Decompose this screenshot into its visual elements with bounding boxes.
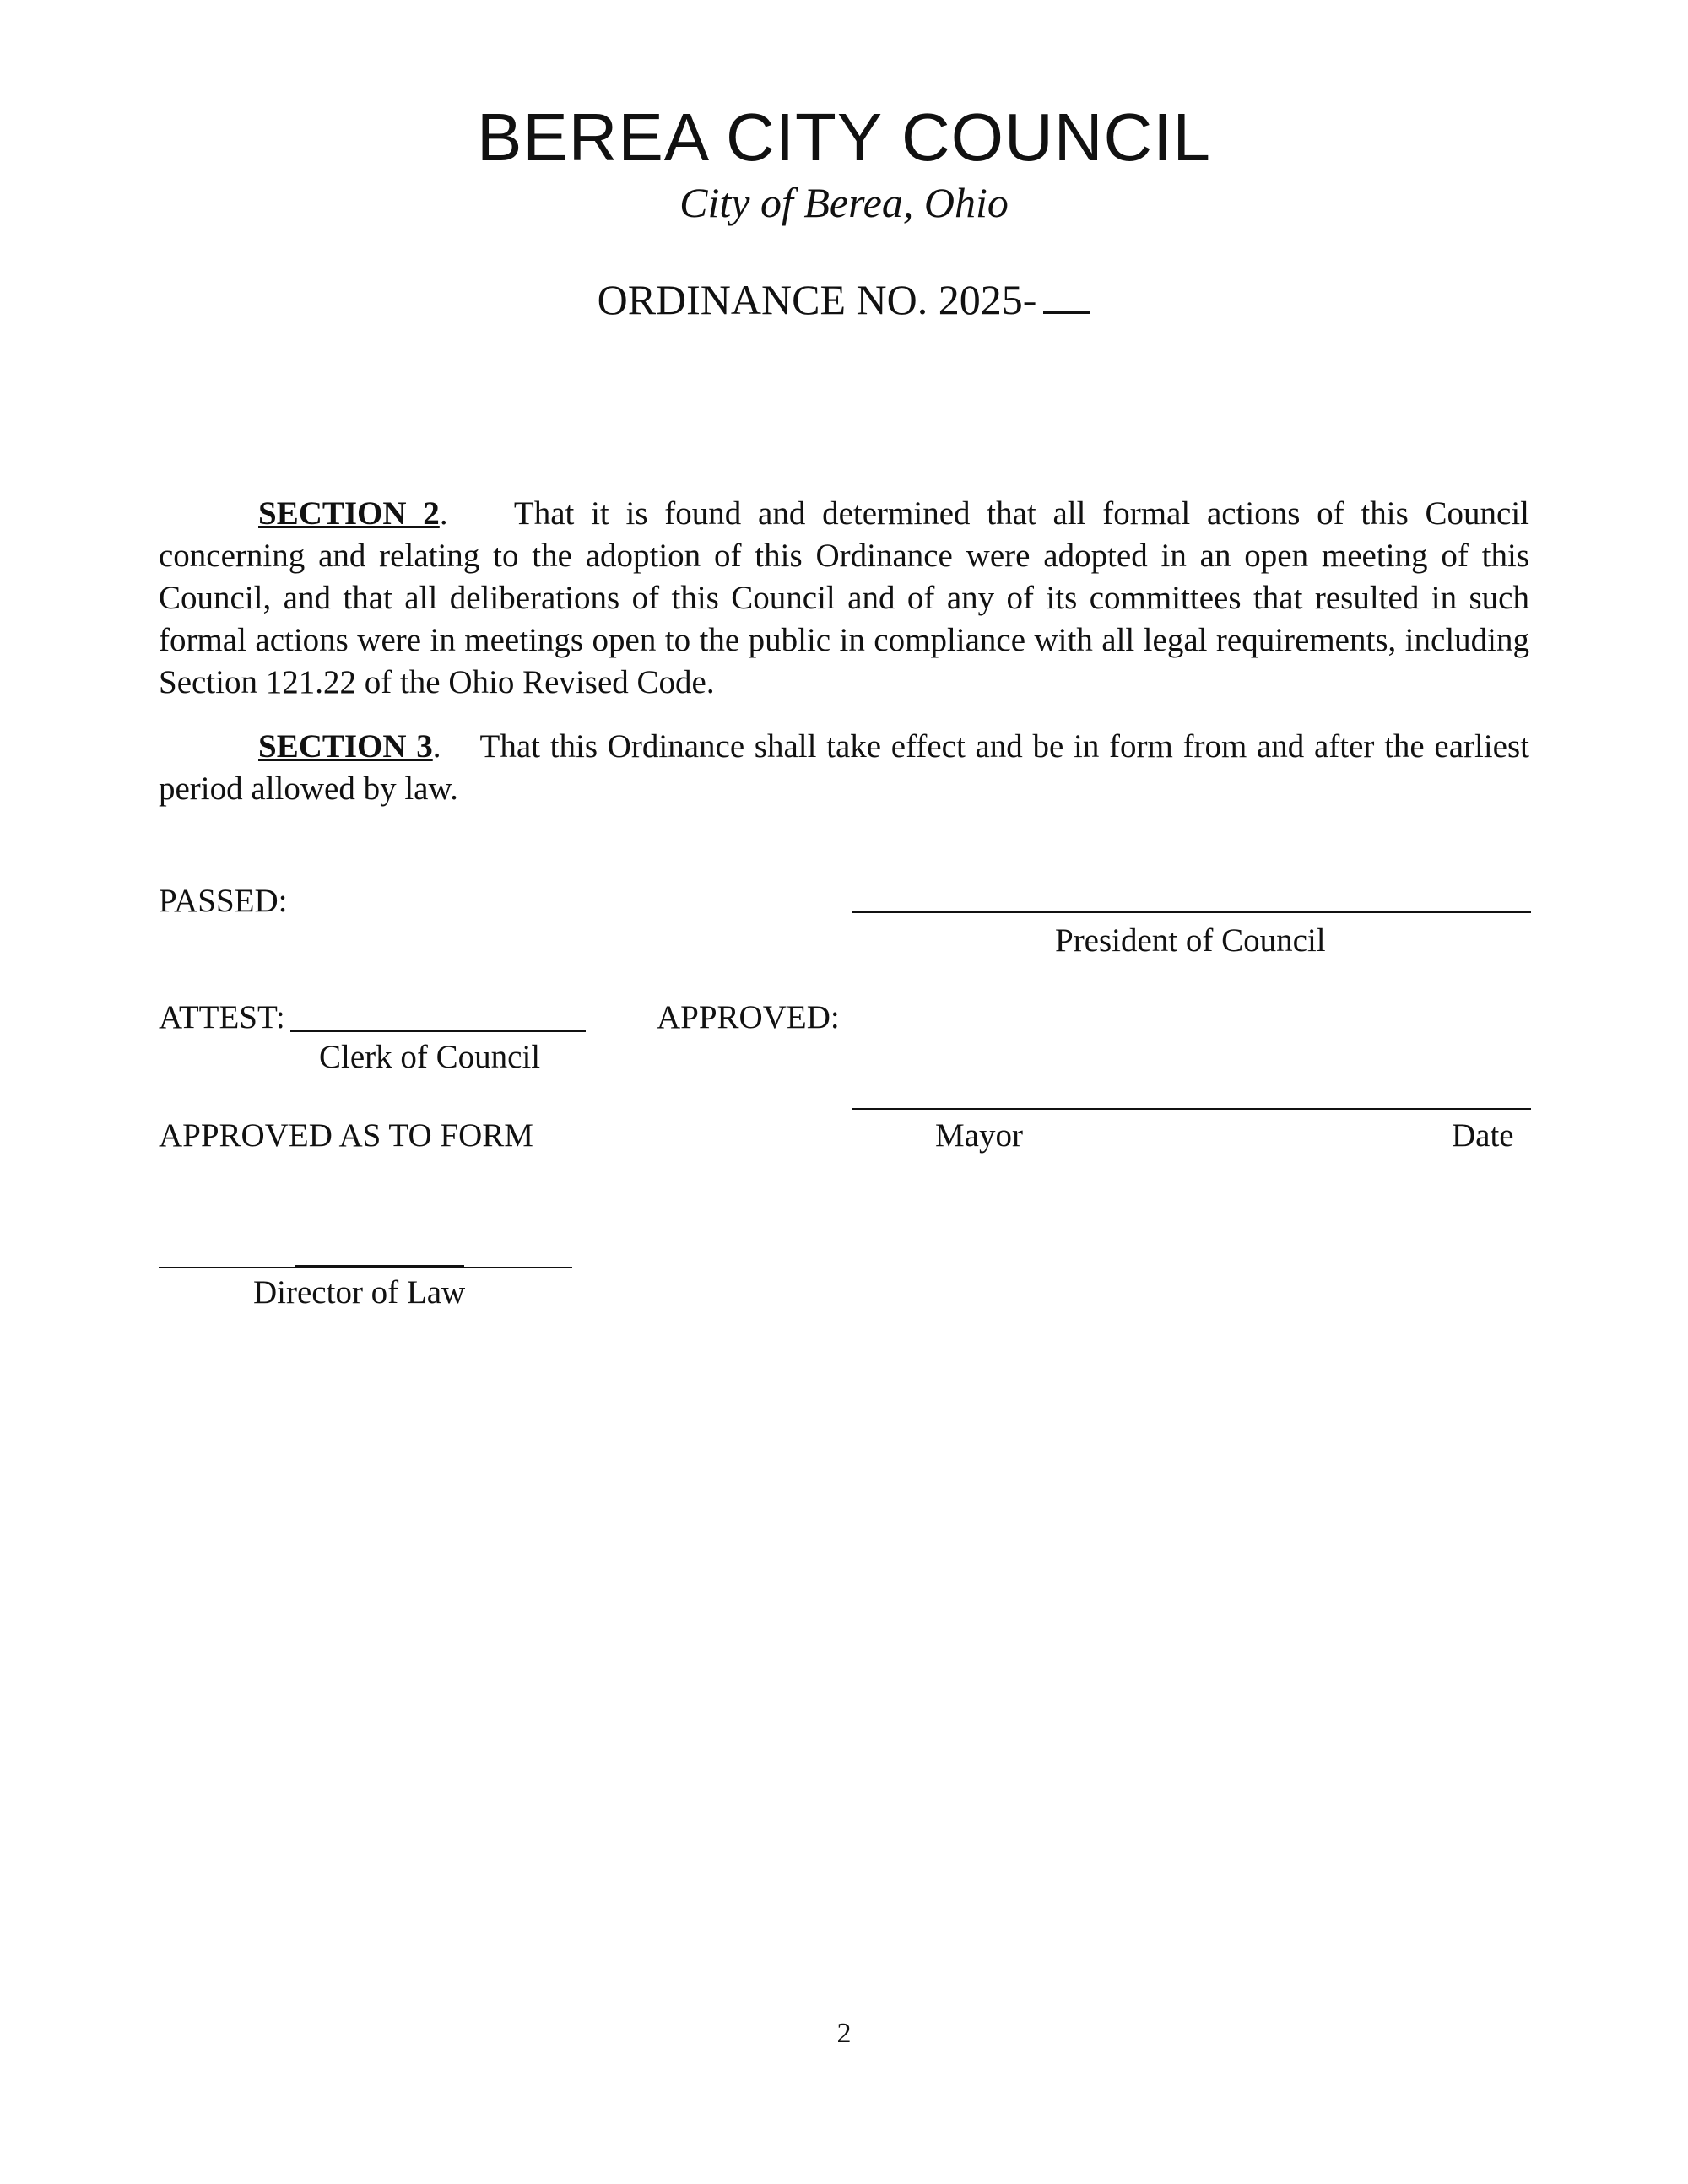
passed-label: PASSED: bbox=[159, 883, 288, 919]
section-2-period: . bbox=[439, 495, 448, 532]
page-number: 2 bbox=[836, 2018, 852, 2049]
ordinance-label: ORDINANCE NO. 2025- bbox=[597, 276, 1037, 323]
ordinance-number bbox=[0, 274, 1688, 325]
approved-label: APPROVED: bbox=[657, 999, 840, 1035]
clerk-label: Clerk of Council bbox=[319, 1039, 541, 1075]
ordinance-number-blank bbox=[1043, 278, 1090, 314]
council-title: BEREA CITY COUNCIL bbox=[476, 100, 1212, 175]
city-subtitle: City of Berea, Ohio bbox=[679, 179, 1009, 226]
director-signature-line bbox=[159, 1267, 572, 1268]
section-3-paragraph bbox=[159, 726, 1529, 810]
approved-as-to-form-label: APPROVED AS TO FORM bbox=[159, 1117, 533, 1154]
director-signature-line-overlay bbox=[295, 1265, 464, 1267]
section-3-period: . bbox=[432, 728, 441, 765]
date-label: Date bbox=[1452, 1117, 1514, 1154]
president-label: President of Council bbox=[1055, 922, 1326, 959]
president-signature-line bbox=[852, 911, 1531, 913]
director-of-law-label: Director of Law bbox=[253, 1274, 466, 1311]
mayor-label: Mayor bbox=[935, 1117, 1023, 1154]
section-3-label: SECTION 3 bbox=[258, 728, 433, 765]
section-2-paragraph bbox=[159, 493, 1529, 704]
section-3-text: That this Ordinance shall take effect and be in form from and after the earliest period allowed by law. bbox=[159, 728, 1530, 807]
attest-label: ATTEST: bbox=[159, 999, 285, 1035]
clerk-signature-line bbox=[290, 1030, 586, 1032]
section-2-label: SECTION 2 bbox=[258, 495, 440, 532]
section-2-text: That it is found and determined that all formal actions of this Council concerning and relating to the adoption of this Ordinance were adopted in an open meeting of this Council, and that all deliberations of this Council and of any of its committees that resulted in such formal actions were in meetings open to the public in compliance with all legal requirements, including Section 121.22 of the Ohio Revised Code. bbox=[159, 495, 1529, 700]
mayor-signature-line bbox=[852, 1108, 1531, 1110]
